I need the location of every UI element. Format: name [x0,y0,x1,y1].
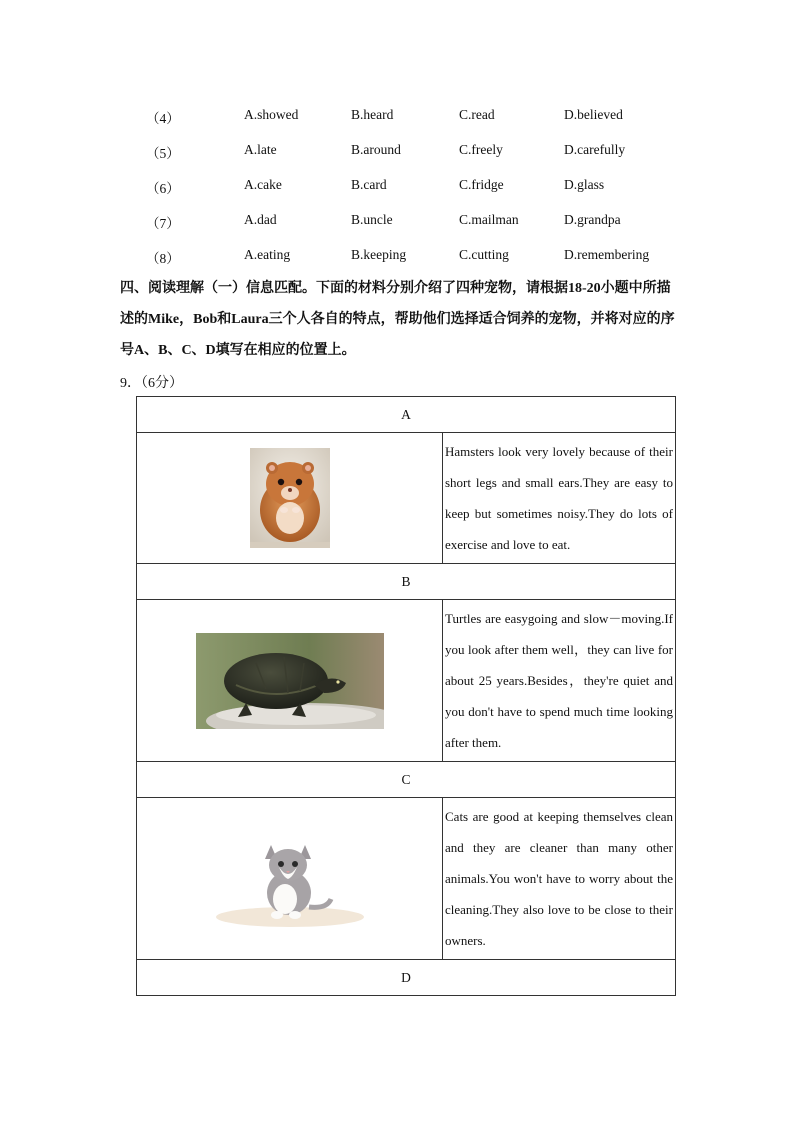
question-number: （8） [146,251,180,266]
pet-letter-a: A [137,397,676,433]
option-a: A.eating [244,247,291,262]
question-number: （7） [146,216,180,231]
option-c: C.mailman [459,212,519,227]
option-a: A.showed [244,107,299,122]
option-d: D.believed [564,107,623,122]
section-instruction: 四、阅读理解（一）信息匹配。下面的材料分别介绍了四种宠物，请根据18-20小题中所描述的Mike，Bob和Laura三个人各自的特点，帮助他们选择适合饲养的宠物，并将对应的序号A、B、C、D填写在相应的位置上。 [120,281,675,358]
option-row [0,107,794,127]
option-c: C.read [459,107,495,122]
option-row [0,142,794,162]
pet-description: Hamsters look very lovely because of their short legs and small ears.They are easy to keep but sometimes noisy.They do lots of exercise and love to eat. [443,433,676,564]
pet-image-cell [137,798,443,960]
pet-letter-b: B [137,564,676,600]
pet-description: Turtles are easygoing and slow－moving.If you look after them well，they can live for about 25 years.Besides，they're quiet and you don't have to spend much time looking after them. [443,600,676,762]
option-b: B.around [351,142,401,157]
option-b: B.uncle [351,212,393,227]
hamster-image [250,448,330,548]
question-number: （5） [146,146,180,161]
question-number: （4） [146,111,180,126]
pet-image-cell [137,600,443,762]
option-d: D.grandpa [564,212,621,227]
turtle-image [196,633,384,729]
option-c: C.fridge [459,177,504,192]
option-c: C.freely [459,142,503,157]
pet-letter-d: D [137,960,676,996]
pet-description: Cats are good at keeping themselves clean and they are cleaner than many other animals.You won't have to worry about the cleaning.They also love to be close to their owners. [443,798,676,960]
option-row [0,177,794,197]
option-b: B.card [351,177,387,192]
option-b: B.keeping [351,247,407,262]
pet-letter-c: C [137,762,676,798]
question-number: （6） [146,181,180,196]
option-d: D.carefully [564,142,626,157]
option-b: B.heard [351,107,394,122]
pet-image-cell [137,433,443,564]
kitten-image [215,831,365,927]
option-d: D.remembering [564,247,650,262]
option-c: C.cutting [459,247,509,262]
pet-table [136,396,676,996]
question-label: 9．（6分） [120,376,183,391]
option-a: A.cake [244,177,282,192]
option-row [0,212,794,232]
option-row [0,247,794,267]
option-a: A.dad [244,212,277,227]
option-d: D.glass [564,177,605,192]
option-a: A.late [244,142,277,157]
